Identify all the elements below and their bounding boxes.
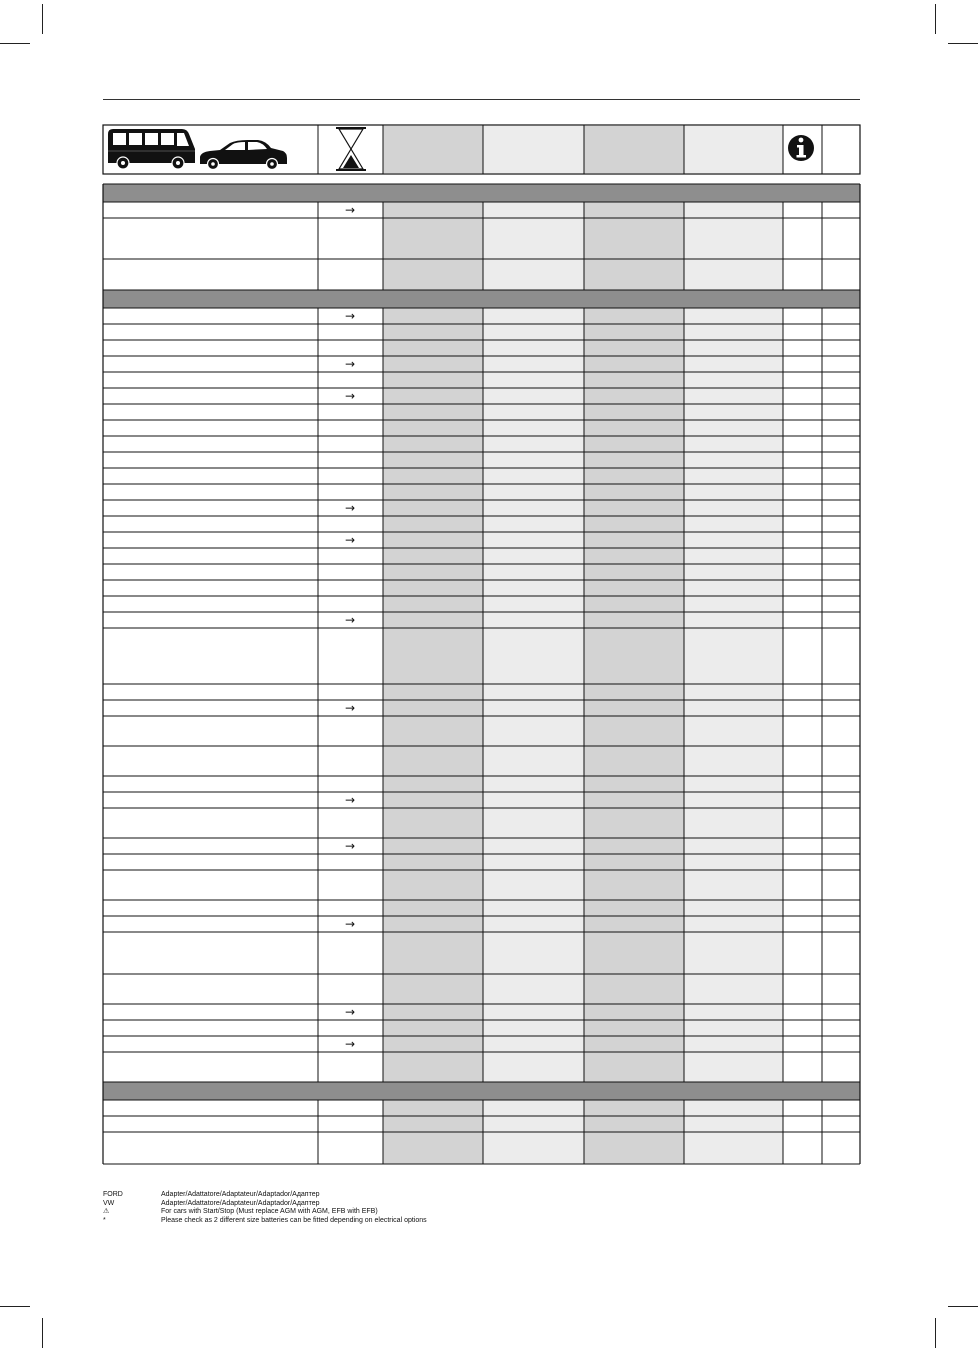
table-cell-shade <box>684 452 783 468</box>
table-cell-shade <box>483 792 584 808</box>
table-cell-shade <box>684 808 783 838</box>
table-cell-shade <box>584 776 684 792</box>
table-cell-shade <box>483 916 584 932</box>
table-cell-shade <box>684 1020 783 1036</box>
table-cell-shade <box>684 684 783 700</box>
table-cell-shade <box>684 202 783 218</box>
table-cell-shade <box>483 340 584 356</box>
table-cell-shade <box>584 452 684 468</box>
legend-key: FORD <box>103 1191 123 1198</box>
table-cell-shade <box>584 974 684 1004</box>
table-cell-shade <box>483 870 584 900</box>
section-bar <box>103 184 860 202</box>
table-cell-shade <box>584 1132 684 1164</box>
table-cell-shade <box>483 532 584 548</box>
table-cell-shade <box>383 776 483 792</box>
table-cell-shade <box>584 259 684 290</box>
table-cell-shade <box>483 404 584 420</box>
table-cell-shade <box>483 564 584 580</box>
table-cell-shade <box>584 684 684 700</box>
table-cell-shade <box>684 404 783 420</box>
table-cell-shade <box>483 808 584 838</box>
arrow-icon: → <box>344 917 356 931</box>
table-cell-shade <box>684 356 783 372</box>
table-cell-shade <box>684 372 783 388</box>
table-cell-shade <box>584 628 684 684</box>
table-cell-shade <box>584 468 684 484</box>
table-cell-shade <box>584 580 684 596</box>
table-cell-shade <box>584 564 684 580</box>
table-cell-shade <box>584 548 684 564</box>
table-cell-shade <box>483 436 584 452</box>
legend-text: Adapter/Adattatore/Adaptateur/Adaptador/Адаптер <box>161 1191 320 1198</box>
table-cell-shade <box>584 808 684 838</box>
table-cell-shade <box>483 716 584 746</box>
arrow-icon: → <box>344 793 356 807</box>
table-cell-shade <box>684 516 783 532</box>
table-cell-shade <box>684 746 783 776</box>
table-cell-shade <box>383 372 483 388</box>
table-cell-shade <box>684 564 783 580</box>
table-cell-shade <box>383 564 483 580</box>
table-cell-shade <box>383 218 483 259</box>
arrow-icon: → <box>344 203 356 217</box>
hourglass-icon <box>336 128 366 170</box>
table-cell-shade <box>483 1132 584 1164</box>
table-cell-shade <box>684 612 783 628</box>
table-cell-shade <box>383 548 483 564</box>
table-cell-shade <box>383 404 483 420</box>
table-cell-shade <box>383 628 483 684</box>
table-cell-shade <box>584 1004 684 1020</box>
van-icon <box>108 129 195 169</box>
table-cell-shade <box>483 612 584 628</box>
table-cell-shade <box>684 716 783 746</box>
table-cell-shade <box>584 308 684 324</box>
table-cell-shade <box>383 340 483 356</box>
table-cell-shade <box>483 932 584 974</box>
table-cell-shade <box>684 532 783 548</box>
table-cell-shade <box>584 746 684 776</box>
table-cell-shade <box>383 1100 483 1116</box>
arrow-icon: → <box>344 1005 356 1019</box>
table-cell-shade <box>383 202 483 218</box>
arrow-icon: → <box>344 309 356 323</box>
table-cell-shade <box>383 746 483 776</box>
table-cell-shade <box>483 388 584 404</box>
header-col-4 <box>684 126 783 173</box>
table-cell-shade <box>383 388 483 404</box>
table-cell-shade <box>483 324 584 340</box>
header-col-2 <box>483 126 584 173</box>
table-cell-shade <box>684 324 783 340</box>
table-cell-shade <box>684 259 783 290</box>
table-cell-shade <box>383 612 483 628</box>
table-cell-shade <box>483 308 584 324</box>
table-cell-shade <box>584 404 684 420</box>
table-cell-shade <box>383 684 483 700</box>
table-cell-shade <box>584 202 684 218</box>
table-cell-shade <box>483 500 584 516</box>
table-cell-shade <box>684 1036 783 1052</box>
table-cell-shade <box>584 1052 684 1082</box>
table-cell-shade <box>684 776 783 792</box>
table-cell-shade <box>383 932 483 974</box>
table-cell-shade <box>684 1100 783 1116</box>
table-cell-shade <box>483 596 584 612</box>
legend <box>103 1191 427 1225</box>
table-cell-shade <box>584 1116 684 1132</box>
table-cell-shade <box>684 548 783 564</box>
table-cell-shade <box>684 218 783 259</box>
table-cell-shade <box>684 1052 783 1082</box>
table-cell-shade <box>383 1020 483 1036</box>
table-cell-shade <box>483 259 584 290</box>
header-col-1 <box>383 126 483 173</box>
table-cell-shade <box>383 1052 483 1082</box>
table-cell-shade <box>383 259 483 290</box>
table-cell-shade <box>684 1132 783 1164</box>
table-cell-shade <box>584 932 684 974</box>
table-cell-shade <box>483 356 584 372</box>
table-cell-shade <box>584 792 684 808</box>
table-cell-shade <box>383 974 483 1004</box>
arrow-icon: → <box>344 701 356 715</box>
table-cell-shade <box>684 340 783 356</box>
table-cell-shade <box>483 420 584 436</box>
table-cell-shade <box>483 202 584 218</box>
car-icon <box>200 140 287 170</box>
table-cell-shade <box>684 1004 783 1020</box>
arrow-icon: → <box>344 839 356 853</box>
arrow-icon: → <box>344 1037 356 1051</box>
table-cell-shade <box>383 500 483 516</box>
table-cell-shade <box>584 388 684 404</box>
table-cell-shade <box>483 218 584 259</box>
table-cell-shade <box>383 532 483 548</box>
legend-text: Please check as 2 different size batteries can be fitted depending on electrical options <box>161 1216 427 1224</box>
table-cell-shade <box>684 854 783 870</box>
table-cell-shade <box>483 900 584 916</box>
table-cell-shade <box>383 808 483 838</box>
legend-row <box>103 1191 427 1200</box>
table-cell-shade <box>584 324 684 340</box>
legend-text: For cars with Start/Stop (Must replace AGM with AGM, EFB with EFB) <box>161 1208 378 1216</box>
table-cell-shade <box>383 870 483 900</box>
table-cell-shade <box>584 532 684 548</box>
table-cell-shade <box>584 420 684 436</box>
table-cell-shade <box>684 484 783 500</box>
table-cell-shade <box>584 516 684 532</box>
legend-key: VW <box>103 1199 115 1207</box>
table-cell-shade <box>483 854 584 870</box>
arrow-icon: → <box>344 389 356 403</box>
table-cell-shade <box>684 792 783 808</box>
table-cell-shade <box>383 468 483 484</box>
table-cell-shade <box>383 792 483 808</box>
table-cell-shade <box>483 776 584 792</box>
table-cell-shade <box>584 340 684 356</box>
table-cell-shade <box>684 308 783 324</box>
table-cell-shade <box>584 436 684 452</box>
table-cell-shade <box>483 548 584 564</box>
table-cell-shade <box>684 974 783 1004</box>
table-cell-shade <box>684 596 783 612</box>
table-cell-shade <box>684 628 783 684</box>
table-cell-shade <box>383 596 483 612</box>
table-cell-shade <box>383 420 483 436</box>
arrow-icon: → <box>344 613 356 627</box>
table-cell-shade <box>684 870 783 900</box>
table-cell-shade <box>584 356 684 372</box>
table-cell-shade <box>383 308 483 324</box>
table-cell-shade <box>483 628 584 684</box>
table-cell-shade <box>684 700 783 716</box>
table-cell-shade <box>483 580 584 596</box>
table-cell-shade <box>584 1020 684 1036</box>
table-cell-shade <box>483 372 584 388</box>
table-cell-shade <box>483 1020 584 1036</box>
table-cell-shade <box>383 1004 483 1020</box>
table-cell-shade <box>584 484 684 500</box>
table-cell-shade <box>584 596 684 612</box>
table-cell-shade <box>483 516 584 532</box>
table-cell-shade <box>483 1100 584 1116</box>
table-cell-shade <box>383 452 483 468</box>
table-cell-shade <box>483 468 584 484</box>
header-col-3 <box>584 126 684 173</box>
arrow-icon: → <box>344 533 356 547</box>
table-cell-shade <box>584 916 684 932</box>
section-bar <box>103 290 860 308</box>
table-cell-shade <box>383 916 483 932</box>
asterisk-icon: * <box>103 1216 106 1224</box>
table-cell-shade <box>684 580 783 596</box>
table-cell-shade <box>483 746 584 776</box>
table-cell-shade <box>383 324 483 340</box>
table-cell-shade <box>383 1036 483 1052</box>
table-cell-shade <box>584 218 684 259</box>
table-cell-shade <box>383 436 483 452</box>
table-cell-shade <box>483 838 584 854</box>
table-cell-shade <box>383 838 483 854</box>
legend-row <box>103 1200 427 1209</box>
table-cell-shade <box>383 356 483 372</box>
table-cell-shade <box>383 900 483 916</box>
table-cell-shade <box>684 900 783 916</box>
table-cell-shade <box>483 1052 584 1082</box>
table-cell-shade <box>483 1036 584 1052</box>
table-cell-shade <box>684 388 783 404</box>
table-cell-shade <box>383 484 483 500</box>
table-cell-shade <box>483 452 584 468</box>
table-cell-shade <box>584 854 684 870</box>
table-cell-shade <box>584 1100 684 1116</box>
legend-row <box>103 1217 427 1226</box>
table-cell-shade <box>584 716 684 746</box>
legend-text: Adapter/Adattatore/Adaptateur/Adaptador/Адаптер <box>161 1199 320 1207</box>
table-cell-shade <box>383 716 483 746</box>
table-cell-shade <box>684 838 783 854</box>
section-bar <box>103 1082 860 1100</box>
warning-icon: ⚠ <box>103 1208 110 1216</box>
table-cell-shade <box>483 1004 584 1020</box>
table-cell-shade <box>383 854 483 870</box>
table-cell-shade <box>483 974 584 1004</box>
table-cell-shade <box>383 516 483 532</box>
arrow-icon: → <box>344 357 356 371</box>
table-cell-shade <box>483 700 584 716</box>
table-cell-shade <box>584 838 684 854</box>
table-cell-shade <box>684 436 783 452</box>
table-cell-shade <box>383 700 483 716</box>
table-cell-shade <box>483 1116 584 1132</box>
table-cell-shade <box>383 580 483 596</box>
table-cell-shade <box>684 916 783 932</box>
table-cell-shade <box>584 900 684 916</box>
table-cell-shade <box>584 700 684 716</box>
table-cell-shade <box>684 932 783 974</box>
table-cell-shade <box>383 1116 483 1132</box>
table-cell-shade <box>684 1116 783 1132</box>
table-cell-shade <box>584 1036 684 1052</box>
table-cell-shade <box>684 500 783 516</box>
table-cell-shade <box>483 484 584 500</box>
info-icon <box>788 135 814 161</box>
table-cell-shade <box>584 870 684 900</box>
table-cell-shade <box>483 684 584 700</box>
table-cell-shade <box>584 612 684 628</box>
legend-row <box>103 1208 427 1217</box>
table-cell-shade <box>383 1132 483 1164</box>
table-cell-shade <box>684 420 783 436</box>
arrow-icon: → <box>344 501 356 515</box>
table-cell-shade <box>584 372 684 388</box>
table-cell-shade <box>684 468 783 484</box>
table-cell-shade <box>584 500 684 516</box>
